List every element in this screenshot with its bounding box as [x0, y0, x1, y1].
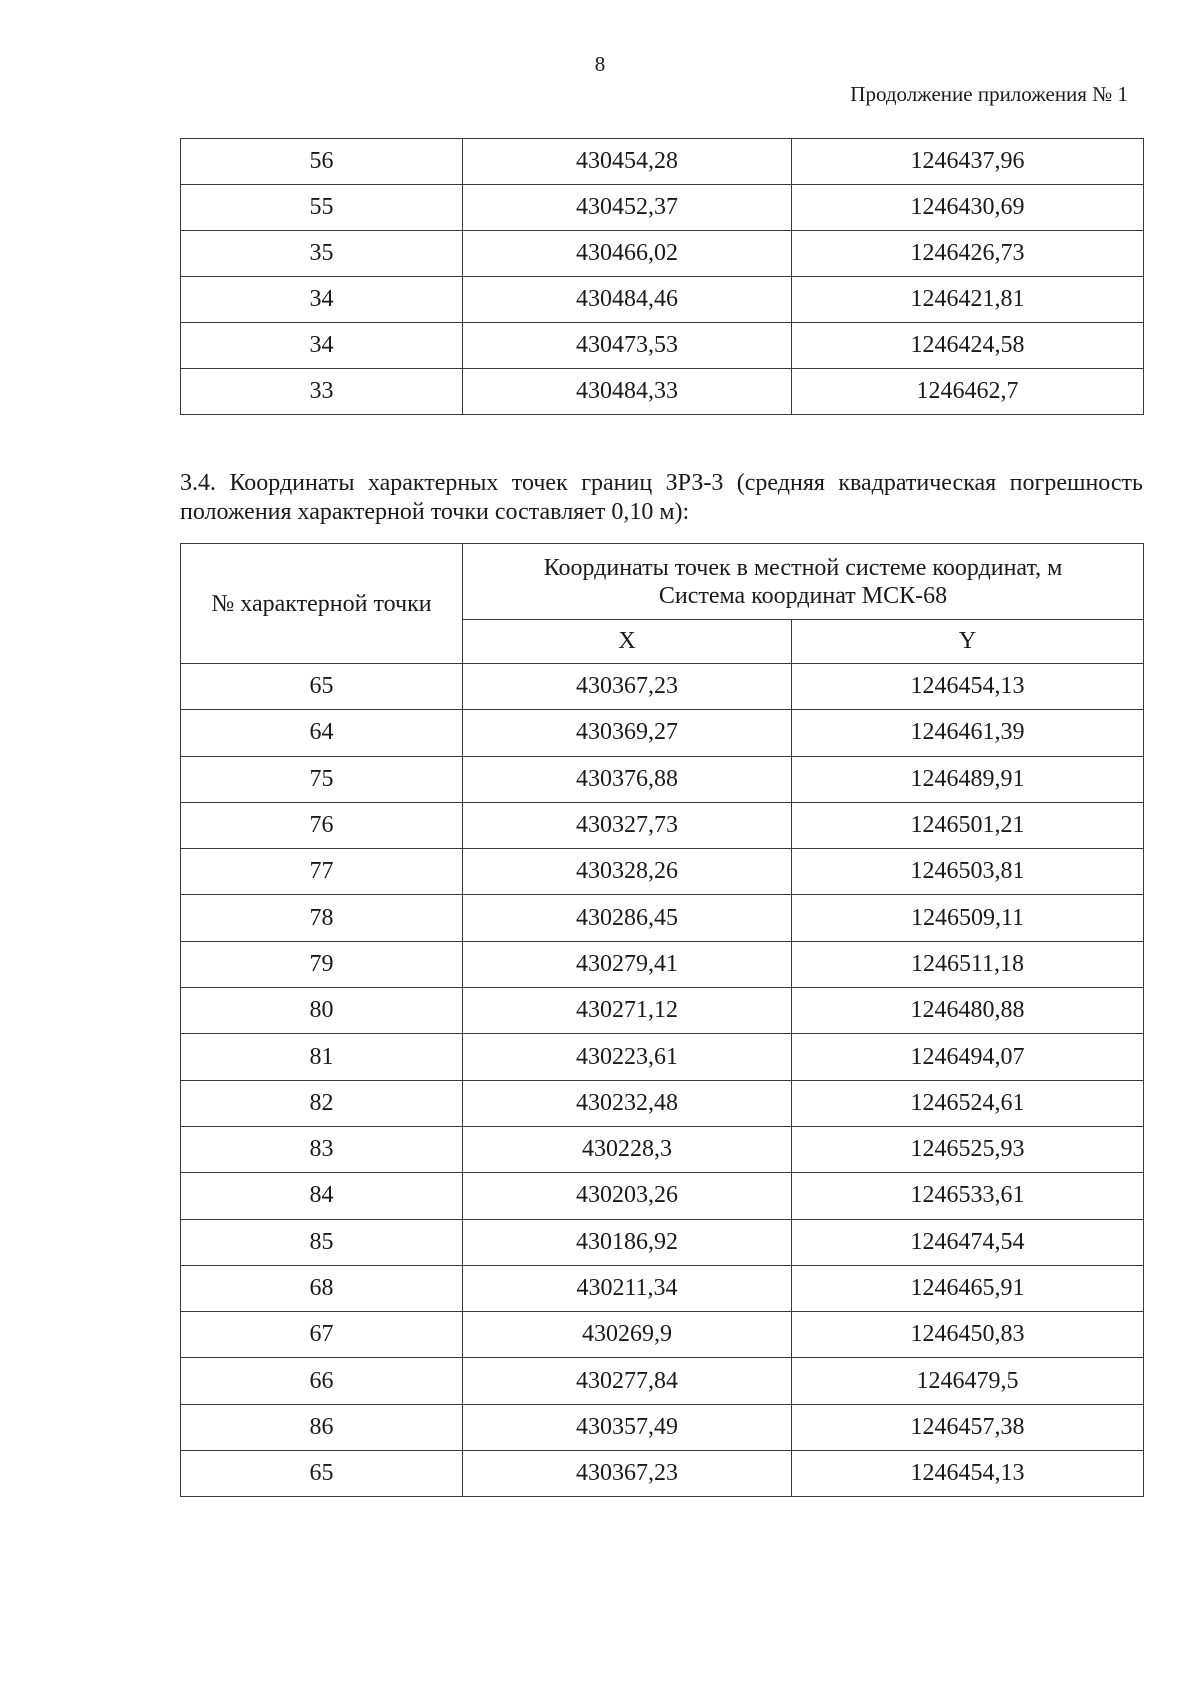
- y-coordinate-cell: 1246524,61: [792, 1080, 1144, 1126]
- x-coordinate-cell: 430369,27: [463, 710, 792, 756]
- point-number-cell: 35: [181, 231, 463, 277]
- header-x: X: [463, 620, 792, 664]
- coordinates-table-zrz-3: [180, 543, 1144, 1497]
- point-number-cell: 77: [181, 849, 463, 895]
- point-number-cell: 86: [181, 1404, 463, 1450]
- y-coordinate-cell: 1246454,13: [792, 664, 1144, 710]
- y-coordinate-cell: 1246421,81: [792, 277, 1144, 323]
- x-coordinate-cell: 430186,92: [463, 1219, 792, 1265]
- x-coordinate-cell: 430357,49: [463, 1404, 792, 1450]
- table-row: [181, 1265, 1144, 1311]
- y-coordinate-cell: 1246480,88: [792, 988, 1144, 1034]
- point-number-cell: 85: [181, 1219, 463, 1265]
- point-number-cell: 64: [181, 710, 463, 756]
- point-number-cell: 34: [181, 277, 463, 323]
- x-coordinate-cell: 430367,23: [463, 664, 792, 710]
- point-number-cell: 79: [181, 941, 463, 987]
- table-row: [181, 1312, 1144, 1358]
- y-coordinate-cell: 1246454,13: [792, 1451, 1144, 1497]
- table-row: [181, 895, 1144, 941]
- table-row: [181, 1404, 1144, 1450]
- table-row: [181, 277, 1144, 323]
- table-row: [181, 664, 1144, 710]
- y-coordinate-cell: 1246489,91: [792, 756, 1144, 802]
- point-number-cell: 68: [181, 1265, 463, 1311]
- y-coordinate-cell: 1246450,83: [792, 1312, 1144, 1358]
- x-coordinate-cell: 430484,33: [463, 369, 792, 415]
- y-coordinate-cell: 1246424,58: [792, 323, 1144, 369]
- x-coordinate-cell: 430367,23: [463, 1451, 792, 1497]
- point-number-cell: 80: [181, 988, 463, 1034]
- point-number-cell: 75: [181, 756, 463, 802]
- x-coordinate-cell: 430286,45: [463, 895, 792, 941]
- x-coordinate-cell: 430228,3: [463, 1126, 792, 1172]
- y-coordinate-cell: 1246465,91: [792, 1265, 1144, 1311]
- table-row: [181, 185, 1144, 231]
- header-coordinates: [463, 544, 1144, 620]
- point-number-cell: 76: [181, 802, 463, 848]
- point-number-cell: 34: [181, 323, 463, 369]
- page-number: 8: [594, 52, 606, 76]
- coordinates-table-continued: [180, 138, 1144, 415]
- x-coordinate-cell: 430327,73: [463, 802, 792, 848]
- table-row: [181, 1034, 1144, 1080]
- table-row: [181, 1080, 1144, 1126]
- y-coordinate-cell: 1246474,54: [792, 1219, 1144, 1265]
- y-coordinate-cell: 1246525,93: [792, 1126, 1144, 1172]
- y-coordinate-cell: 1246430,69: [792, 185, 1144, 231]
- x-coordinate-cell: 430271,12: [463, 988, 792, 1034]
- table-row: [181, 756, 1144, 802]
- y-coordinate-cell: 1246437,96: [792, 139, 1144, 185]
- table-row: [181, 1451, 1144, 1497]
- x-coordinate-cell: 430279,41: [463, 941, 792, 987]
- x-coordinate-cell: 430269,9: [463, 1312, 792, 1358]
- point-number-cell: 65: [181, 664, 463, 710]
- table-row: [181, 941, 1144, 987]
- y-coordinate-cell: 1246462,7: [792, 369, 1144, 415]
- x-coordinate-cell: 430466,02: [463, 231, 792, 277]
- table-row: [181, 1358, 1144, 1404]
- header-coordinates-line2: Система координат МСК-68: [658, 582, 948, 609]
- point-number-cell: 67: [181, 1312, 463, 1358]
- x-coordinate-cell: 430211,34: [463, 1265, 792, 1311]
- y-coordinate-cell: 1246461,39: [792, 710, 1144, 756]
- section-3-4-text: 3.4. Координаты характерных точек границ ЗРЗ-3 (средняя квадратическая погрешность положения характерной точки составляет 0,10 м):: [180, 470, 1143, 525]
- table-row: [181, 231, 1144, 277]
- header-point-number: № характерной точки: [181, 544, 463, 664]
- point-number-cell: 81: [181, 1034, 463, 1080]
- point-number-cell: 56: [181, 139, 463, 185]
- table-row: [181, 1126, 1144, 1172]
- point-number-cell: 66: [181, 1358, 463, 1404]
- header-coordinates-line1: Координаты точек в местной системе координат, м: [543, 554, 1063, 581]
- point-number-cell: 65: [181, 1451, 463, 1497]
- appendix-note: Продолжение приложения № 1: [850, 82, 1128, 106]
- table-row: [181, 323, 1144, 369]
- x-coordinate-cell: 430376,88: [463, 756, 792, 802]
- y-coordinate-cell: 1246457,38: [792, 1404, 1144, 1450]
- y-coordinate-cell: 1246533,61: [792, 1173, 1144, 1219]
- table-row: [181, 1219, 1144, 1265]
- x-coordinate-cell: 430203,26: [463, 1173, 792, 1219]
- table-row: [181, 369, 1144, 415]
- table-row: [181, 988, 1144, 1034]
- y-coordinate-cell: 1246426,73: [792, 231, 1144, 277]
- x-coordinate-cell: 430328,26: [463, 849, 792, 895]
- x-coordinate-cell: 430452,37: [463, 185, 792, 231]
- point-number-cell: 55: [181, 185, 463, 231]
- table-row: [181, 139, 1144, 185]
- x-coordinate-cell: 430484,46: [463, 277, 792, 323]
- y-coordinate-cell: 1246494,07: [792, 1034, 1144, 1080]
- table-row: [181, 1173, 1144, 1219]
- x-coordinate-cell: 430232,48: [463, 1080, 792, 1126]
- x-coordinate-cell: 430277,84: [463, 1358, 792, 1404]
- y-coordinate-cell: 1246479,5: [792, 1358, 1144, 1404]
- table-row: [181, 710, 1144, 756]
- point-number-cell: 84: [181, 1173, 463, 1219]
- point-number-cell: 82: [181, 1080, 463, 1126]
- y-coordinate-cell: 1246501,21: [792, 802, 1144, 848]
- point-number-cell: 83: [181, 1126, 463, 1172]
- x-coordinate-cell: 430454,28: [463, 139, 792, 185]
- table-row: [181, 802, 1144, 848]
- y-coordinate-cell: 1246509,11: [792, 895, 1144, 941]
- x-coordinate-cell: 430473,53: [463, 323, 792, 369]
- point-number-cell: 78: [181, 895, 463, 941]
- y-coordinate-cell: 1246503,81: [792, 849, 1144, 895]
- table-row: [181, 849, 1144, 895]
- point-number-cell: 33: [181, 369, 463, 415]
- header-y: Y: [792, 620, 1144, 664]
- x-coordinate-cell: 430223,61: [463, 1034, 792, 1080]
- y-coordinate-cell: 1246511,18: [792, 941, 1144, 987]
